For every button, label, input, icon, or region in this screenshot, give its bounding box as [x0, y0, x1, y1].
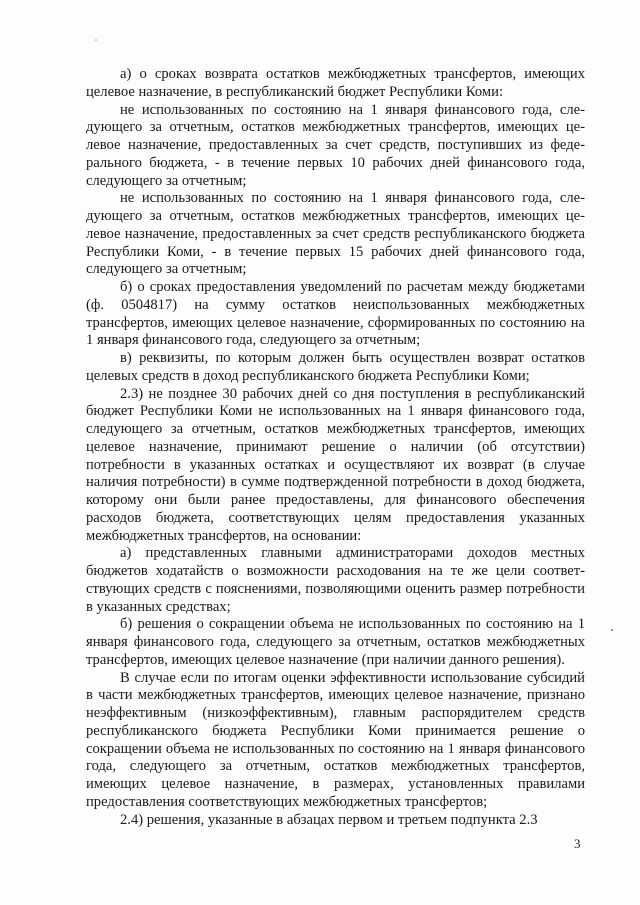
- paragraph-4: б) о сроках предоставления уведомлений по расчетам между бюджетами (ф. 0504817) на сумму остатков неиспользованных межбюджетных трансфертов, имеющих целевое назначение, сформированных по состоянию на 1 января финансового года, следующего за отчетным;: [86, 279, 585, 349]
- paragraph-10: 2.4) решения, указанные в абзацах первом и третьем подпункта 2.3: [120, 811, 538, 828]
- paragraph-1: а) о сроках возврата остатков межбюджетных трансфертов, имеющих целевое назначение, в республиканский бюджет Республики Коми:: [86, 66, 585, 100]
- paragraph-2: не использованных по состоянию на 1 января финансового года, следующего за отчетным, остатков межбюджетных трансфертов, имеющих целевое назначение, предоставленных за счет средств, поступивших из федерального бюджета, - в течение первых 10 рабочих дней финансового года, следующего за отчетным;: [86, 101, 585, 189]
- speck: [611, 629, 613, 631]
- speck: [95, 39, 97, 41]
- paragraph-5: в) реквизиты, по которым должен быть осуществлен возврат остатков целевых средств в доход республиканского бюджета Республики Коми;: [86, 350, 585, 384]
- paragraph-3: не использованных по состоянию на 1 января финансового года, следующего за отчетным, остатков межбюджетных трансфертов, имеющих целевое назначение, предоставленных за счет средств республиканского бюджета Республики Коми, - в течение первых 15 рабочих дней финансового года, следующего за отчетным;: [86, 190, 585, 278]
- paragraph-7: а) представленных главными администраторами доходов местных бюджетов ходатайств о возможности расходования на те же цели соответствующих средств с пояснениями, позволяющими оценить размер потребности в указанных средствах;: [86, 545, 585, 615]
- paragraph-6: 2.3) не позднее 30 рабочих дней со дня поступления в республиканский бюджет Республики Коми не использованных на 1 января финансового года, следующего за отчетным, остатков межбюджетных трансфертов, имеющих целевое назначение, принимают решение о наличии (об отсутствии) потребности в указанных остатках и осуществляют их возврат (в случае наличия потребности) в сумме подтвержденной потребности в доход бюджета, которому они были ранее предоставлены, для финансового обеспечения расходов бюджета, соответствующих целям предоставления указанных межбюджетных трансфертов, на основании:: [86, 385, 585, 544]
- paragraph-9: В случае если по итогам оценки эффективности использование субсидий в части межбюджетных трансфертов, имеющих целевое назначение, признано неэффективным (низкоэффективным), главным распорядителем средств республиканского бюджета Республики Коми принимается решение о сокращении объема не использованных по состоянию на 1 января финансового года, следующего за отчетным, остатков межбюджетных трансфертов, имеющих целевое назначение, в размерах, установленных правилами предоставления соответствующих межбюджетных трансфертов;: [86, 669, 585, 810]
- page-number: 3: [574, 836, 581, 851]
- paragraph-8: б) решения о сокращении объема не использованных по состоянию на 1 января финансового года, следующего за отчетным, остатков межбюджетных трансфертов, имеющих целевое назначение (при наличии данного решения).: [86, 616, 585, 668]
